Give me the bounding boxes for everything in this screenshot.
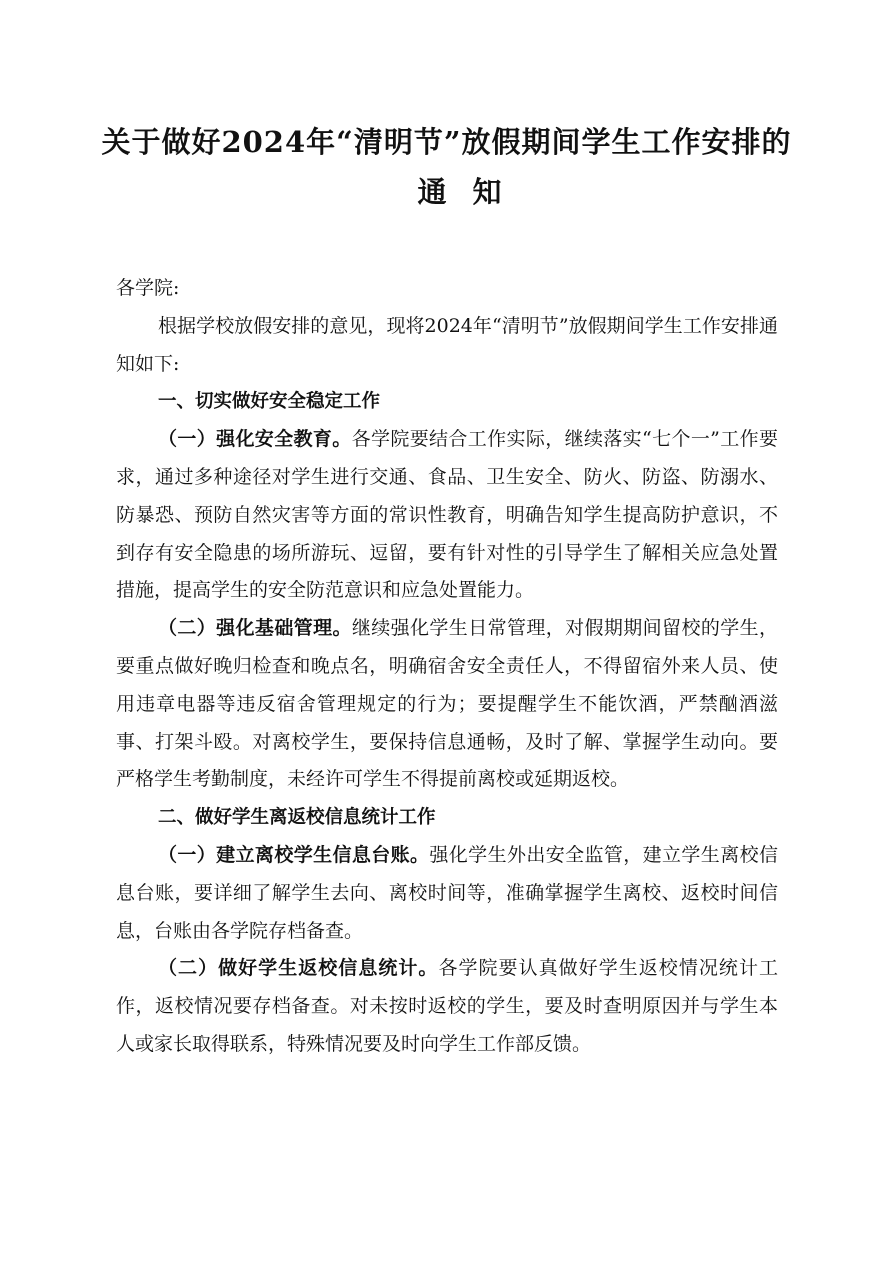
salutation: 各学院: <box>116 277 180 299</box>
section-1-item-1 <box>116 421 778 610</box>
item-text: 各学院要认真做好学生返校情况统计工作，返校情况要存档备查。对未按时返校的学生，要及时查明原因并与学生本人或家长取得联系，特殊情况要及时向学生工作部反馈。 <box>116 957 778 1055</box>
item-lead: （二）强化基础管理。 <box>158 617 352 640</box>
section-1-item-2 <box>116 610 778 799</box>
item-lead: （一）强化安全教育。 <box>158 428 352 451</box>
intro-paragraph: 根据学校放假安排的意见，现将2024年“清明节”放假期间学生工作安排通知如下: <box>116 314 778 375</box>
section-2-item-2 <box>116 950 778 1063</box>
item-text: 各学院要结合工作实际，继续落实“七个一”工作要求，通过多种途径对学生进行交通、食品、卫生安全、防火、防盗、防溺水、防暴恐、预防自然灾害等方面的常识性教育，明确告知学生提高防护意识，不到存有安全隐患的场所游玩、逗留，要有针对性的引导学生了解相关应急处置措施，提高学生的安全防范意识和应急处置能力。 <box>116 428 778 602</box>
section-heading-1: 一、切实做好安全稳定工作 <box>158 391 381 413</box>
item-text: 强化学生外出安全监管，建立学生离校信息台账，要详细了解学生去向、离校时间等，准确掌握学生离校、返校时间信息，台账由各学院存档备查。 <box>116 843 778 942</box>
document-title-notice: 通知 <box>417 175 528 209</box>
document-title: 关于做好2024年“清明节”放假期间学生工作安排的 <box>101 125 792 159</box>
item-text: 继续强化学生日常管理，对假期期间留校的学生，要重点做好晚归检查和晚点名，明确宿舍安全责任人，不得留宿外来人员、使用违章电器等违反宿舍管理规定的行为；要提醒学生不能饮酒，严禁酗酒滋事、打架斗殴。对离校学生，要保持信息通畅，及时了解、掌握学生动向。要严格学生考勤制度，未经许可学生不得提前离校或延期返校。 <box>116 617 778 791</box>
section-heading-2: 二、做好学生离返校信息统计工作 <box>158 807 436 829</box>
item-lead: （一）建立离校学生信息台账。 <box>158 843 430 866</box>
document-body <box>116 270 778 1064</box>
item-lead: （二）做好学生返校信息统计。 <box>158 957 439 980</box>
section-2-item-1 <box>116 837 778 950</box>
